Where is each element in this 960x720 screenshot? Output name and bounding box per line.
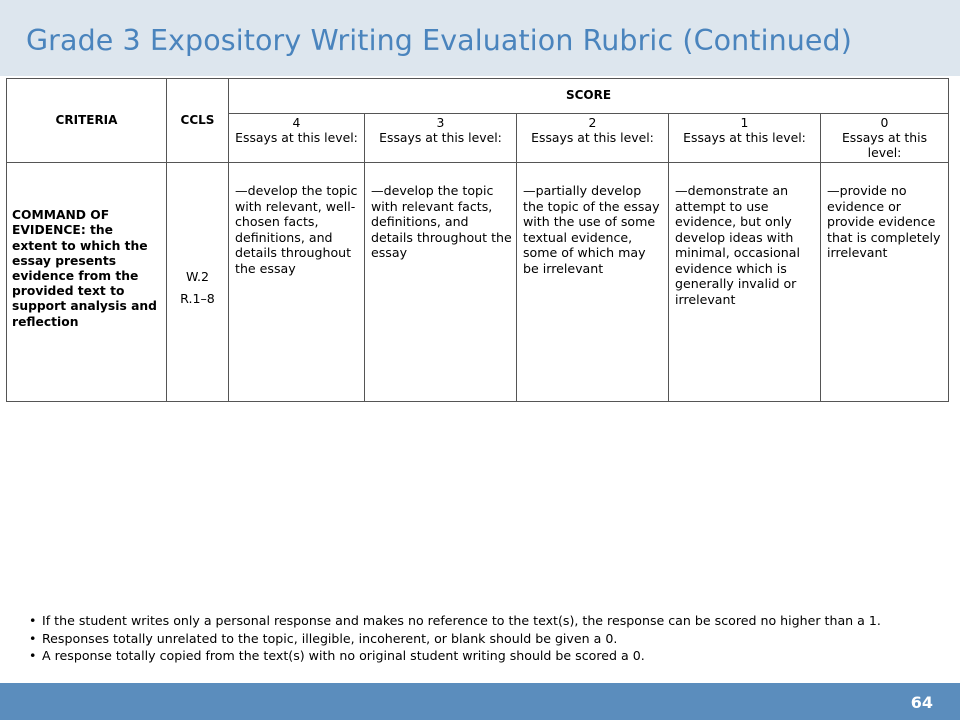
score-value: 3 xyxy=(436,115,445,130)
score-value: 4 xyxy=(292,115,301,130)
score-value: 1 xyxy=(740,115,749,130)
note-text: A response totally copied from the text(s) with no original student writing should be scored a 0. xyxy=(42,648,645,663)
note-item xyxy=(30,612,930,630)
ccls-cell xyxy=(167,163,229,402)
criteria-cell: COMMAND OF EVIDENCE: the extent to which the essay presents evidence from the provided text to support analysis and reflection xyxy=(7,163,167,402)
descriptor-score-0: —provide no evidence or provide evidence that is completely irrelevant xyxy=(821,163,949,402)
score-level-3 xyxy=(365,114,517,163)
descriptor-score-1: —demonstrate an attempt to use evidence, but only develop ideas with minimal, occasional evidence which is generally invalid or irrelevant xyxy=(669,163,821,402)
score-level-1 xyxy=(669,114,821,163)
descriptor-score-3: —develop the topic with relevant facts, definitions, and details throughout the essay xyxy=(365,163,517,402)
score-level-label: Essays at this level: xyxy=(841,129,928,160)
title-bar xyxy=(0,0,960,76)
bullet-icon: • xyxy=(29,648,37,663)
score-value: 2 xyxy=(588,115,597,130)
scoring-notes xyxy=(30,612,930,665)
score-level-label: Essays at this level: xyxy=(235,129,358,145)
header-row xyxy=(7,79,949,114)
score-level-4 xyxy=(229,114,365,163)
score-level-label: Essays at this level: xyxy=(531,129,654,145)
note-item xyxy=(30,630,930,648)
ccls-header: CCLS xyxy=(167,79,229,163)
descriptor-score-2: —partially develop the topic of the essay with the use of some textual evidence, some of which may be irrelevant xyxy=(517,163,669,402)
page-number: 64 xyxy=(910,693,933,712)
score-level-2 xyxy=(517,114,669,163)
score-level-label: Essays at this level: xyxy=(683,129,806,145)
bullet-icon: • xyxy=(29,630,37,646)
score-header: SCORE xyxy=(229,79,949,114)
score-level-label: Essays at this level: xyxy=(379,129,502,145)
command-of-evidence-row xyxy=(7,163,949,402)
page-title: Grade 3 Expository Writing Evaluation Rubric (Continued) xyxy=(26,24,852,57)
footer-bar xyxy=(0,683,960,720)
note-text: Responses totally unrelated to the topic, illegible, incoherent, or blank should be given a 0. xyxy=(42,630,618,646)
score-value: 0 xyxy=(880,115,889,130)
rubric-table xyxy=(6,78,949,402)
bullet-icon: • xyxy=(29,613,37,628)
ccls-standard: W.2 xyxy=(185,269,210,284)
note-item xyxy=(30,647,930,665)
criteria-header: CRITERIA xyxy=(7,79,167,163)
note-text: If the student writes only a personal response and makes no reference to the text(s), the response can be scored no higher than a 1. xyxy=(42,613,881,628)
descriptor-score-4: —develop the topic with relevant, well-chosen facts, definitions, and details throughout the essay xyxy=(229,163,365,402)
score-level-0 xyxy=(821,114,949,163)
ccls-standard: R.1–8 xyxy=(180,291,215,306)
